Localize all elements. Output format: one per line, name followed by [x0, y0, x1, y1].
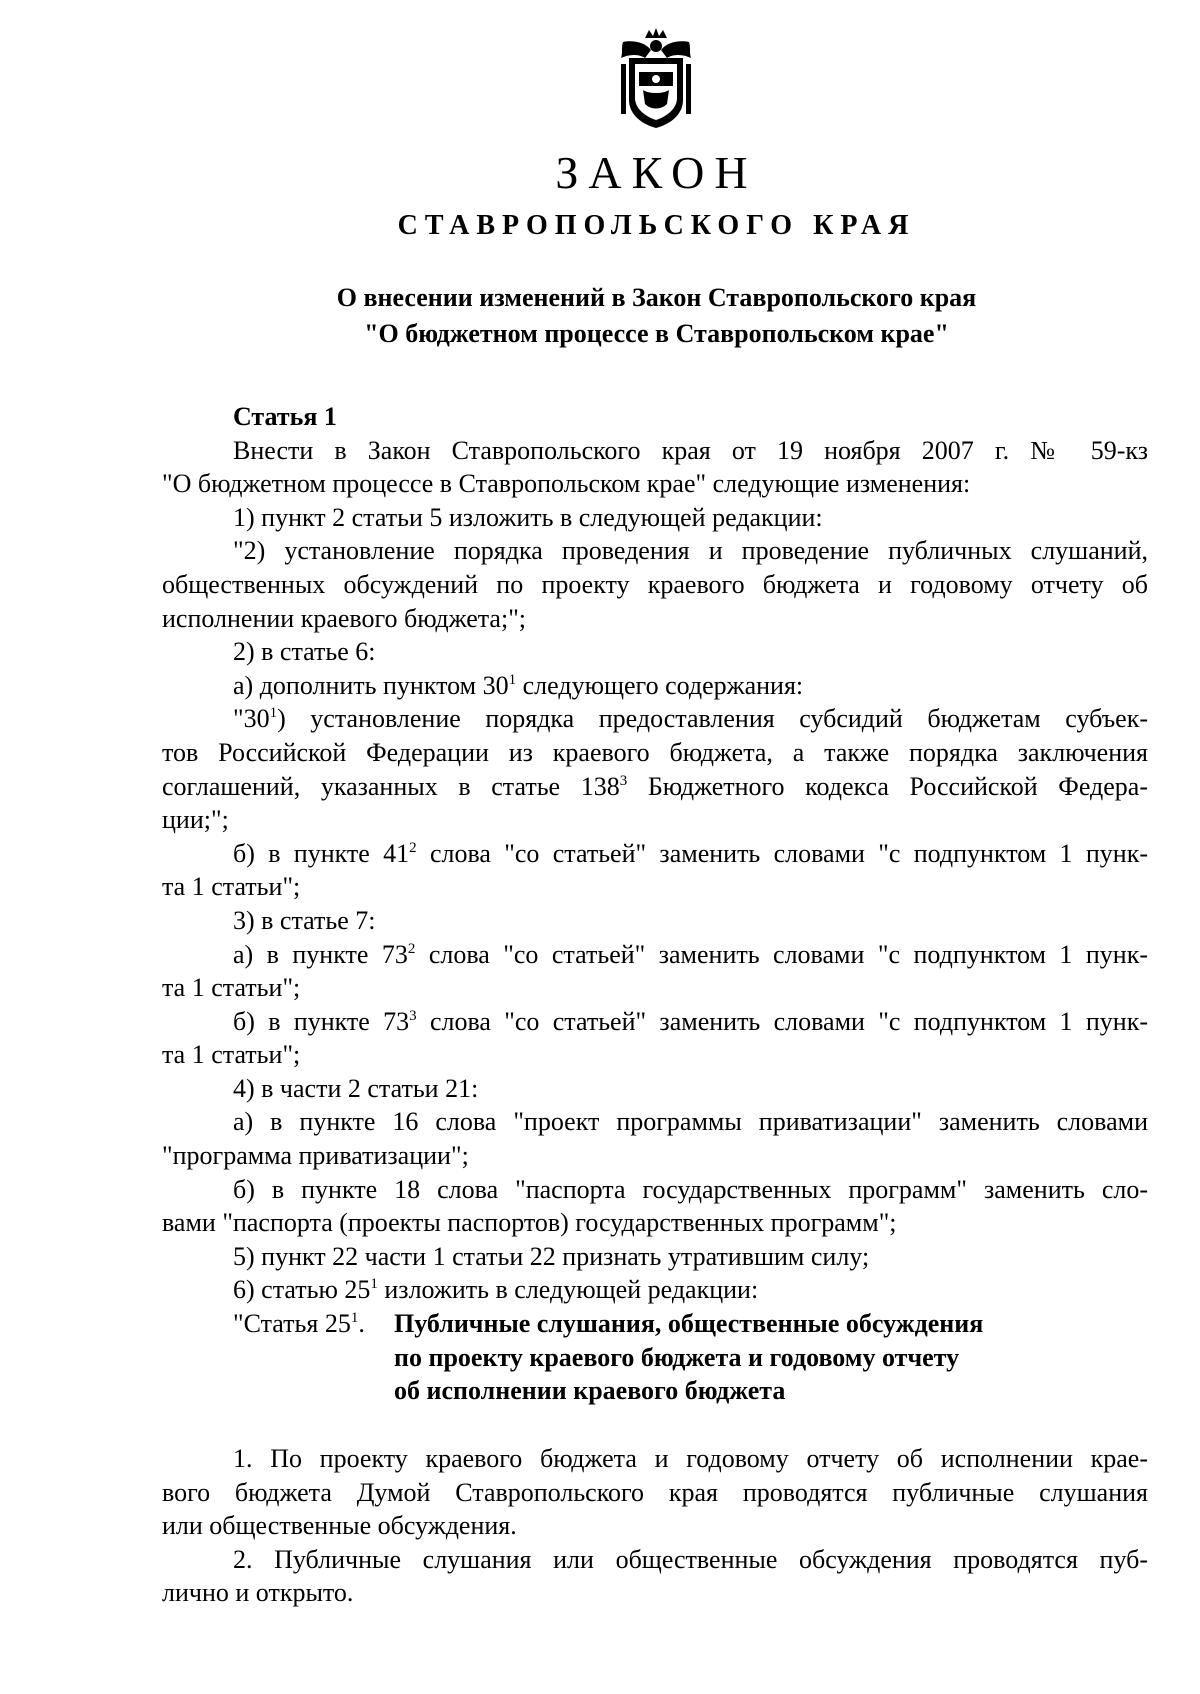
text-fragment: 6) статью 25: [233, 1275, 371, 1305]
text-line: та 1 статьи";: [162, 1040, 301, 1070]
text-line: [162, 938, 1148, 972]
superscript: 1: [508, 671, 517, 688]
superscript: 1: [350, 1310, 359, 1327]
text-line: вами "паспорта (проекты паспортов) государственных программ";: [162, 1208, 897, 1238]
article-1-heading: Статья 1: [233, 402, 337, 431]
text-fragment: слова "со статьей" заменить словами "с подпунктом 1 пунк-: [416, 838, 1148, 868]
stavropol-coat-of-arms-icon: [615, 28, 697, 130]
law-title: ЗАКОН: [555, 147, 758, 198]
text-fragment: ) установление порядка предоставления субсидий бюджетам субъек-: [277, 704, 1148, 734]
text-fragment: а) в пункте 73: [233, 939, 408, 969]
text-line: [162, 702, 1148, 736]
text-fragment: изложить в следующей редакции:: [377, 1275, 759, 1305]
article-25-heading: [162, 1307, 1148, 1408]
text-line: тов Российской Федерации из краевого бюджета, а также порядка заключения: [162, 737, 1148, 767]
text-line: "программа приватизации";: [162, 1141, 469, 1171]
text-line: та 1 статьи";: [162, 973, 301, 1003]
text-fragment: соглашений, указанных в статье 138: [162, 771, 620, 801]
law-subject: [0, 280, 1200, 352]
text-line: вого бюджета Думой Ставропольского края проводятся публичные слушания: [162, 1477, 1148, 1507]
text-line: 1) пункт 2 статьи 5 изложить в следующей редакции:: [233, 502, 823, 532]
superscript: 3: [619, 772, 628, 789]
text-line: "2) установление порядка проведения и проведение публичных слушаний,: [233, 536, 1148, 566]
law-subject-line: "О бюджетном процессе в Ставропольском крае": [364, 319, 949, 348]
text-line: та 1 статьи";: [162, 872, 301, 902]
text-fragment: слова "со статьей" заменить словами "с подпунктом 1 пунк-: [415, 939, 1148, 969]
text-line: а) в пункте 16 слова "проект программы приватизации" заменить словами: [233, 1107, 1148, 1137]
law-body: [162, 400, 1148, 1610]
text-fragment: следующего содержания:: [516, 670, 804, 700]
text-line: или общественные обсуждения.: [162, 1511, 517, 1541]
text-fragment: слова "со статьей" заменить словами "с подпунктом 1 пунк-: [416, 1006, 1148, 1036]
text-line: Внести в Закон Ставропольского края от 19 ноября 2007 г. № 59-кз: [233, 435, 1148, 465]
text-line: [162, 1005, 1148, 1039]
text-line: [162, 1273, 1148, 1307]
law-subject-line: О внесении изменений в Закон Ставропольского края: [336, 283, 977, 312]
superscript: 3: [409, 1007, 417, 1024]
text-fragment: "30: [233, 704, 270, 734]
text-line: [162, 837, 1148, 871]
region-title: СТАВРОПОЛЬСКОГО КРАЯ: [397, 210, 916, 241]
article-25-title-line: по проекту краевого бюджета и годовому отчету: [394, 1342, 960, 1372]
text-line: [162, 770, 1148, 804]
superscript: 2: [407, 940, 416, 957]
text-fragment: а) дополнить пунктом 30: [233, 670, 509, 700]
text-line: 5) пункт 22 части 1 статьи 22 признать утратившим силу;: [233, 1241, 870, 1271]
text-line: лично и открыто.: [162, 1578, 354, 1608]
text-fragment: .: [358, 1309, 365, 1339]
text-fragment: б) в пункте 41: [233, 838, 410, 868]
superscript: 1: [269, 705, 278, 722]
text-line: 3) в статье 7:: [233, 905, 376, 935]
article-25-title-line: об исполнении краевого бюджета: [394, 1376, 786, 1406]
text-line: общественных обсуждений по проекту краевого бюджета и годовому отчету об: [162, 569, 1148, 599]
text-fragment: Бюджетного кодекса Российской Федера-: [627, 771, 1148, 801]
text-line: 4) в части 2 статьи 21:: [233, 1073, 479, 1103]
text-line: исполнении краевого бюджета;";: [162, 603, 527, 633]
text-line: 2) в статье 6:: [233, 637, 376, 667]
article-25-label: [233, 1307, 365, 1341]
text-line: б) в пункте 18 слова "паспорта государственных программ" заменить сло-: [233, 1174, 1148, 1204]
text-line: ции;";: [162, 805, 229, 835]
superscript: 2: [409, 839, 417, 856]
text-line: "О бюджетном процессе в Ставропольском крае" следующие изменения:: [162, 469, 971, 499]
superscript: 1: [370, 1276, 378, 1293]
text-line: 2. Публичные слушания или общественные обсуждения проводятся пуб-: [233, 1544, 1148, 1574]
text-fragment: б) в пункте 73: [233, 1006, 410, 1036]
text-line: [162, 669, 1148, 703]
text-fragment: "Статья 25: [233, 1309, 351, 1339]
text-line: 1. По проекту краевого бюджета и годовому отчету об исполнении крае-: [233, 1444, 1148, 1474]
article-25-title: [394, 1307, 983, 1408]
article-25-title-line: Публичные слушания, общественные обсуждения: [394, 1309, 984, 1339]
